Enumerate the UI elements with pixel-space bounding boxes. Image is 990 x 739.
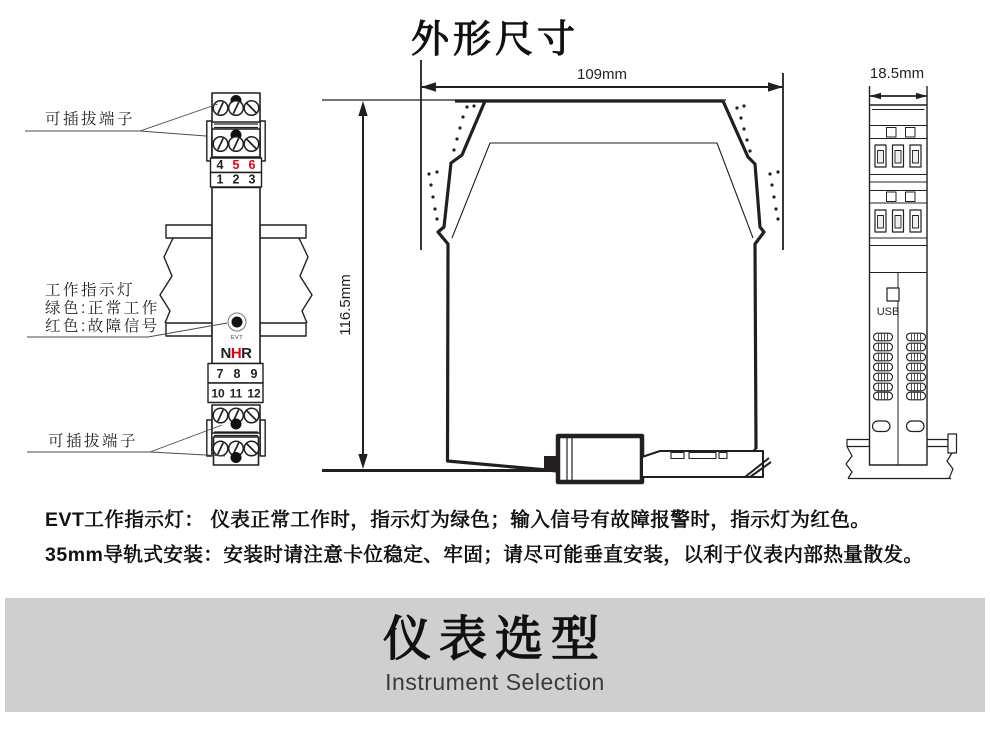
note-rail-mounting: 35mm导轨式安装：安装时请注意卡位稳定、牢固；请尽可能垂直安装，以利于仪表内部热量散发。 [45,544,924,566]
evt-label: EVT [230,335,244,341]
label-indicator-line2: 绿色:正常工作 [45,300,160,317]
terminal-numbers-top [211,158,262,187]
terminal-2: 2 [232,172,240,187]
terminal-5: 5 [232,157,240,172]
width-dimension-label: 109mm [576,66,628,83]
label-indicator-line3: 红色:故障信号 [45,318,160,335]
terminal-10: 10 [211,386,225,401]
side-view-drawing [322,60,783,482]
banner-title: 仪表选型 [382,613,607,667]
terminal-pin-dot [231,452,242,463]
label-pluggable-terminal-bottom: 可插拔端子 [48,433,139,450]
terminal-pin-dot [231,419,242,430]
bottom-terminal-assembly [207,405,265,465]
usb-label: USB [876,306,900,318]
top-terminal-assembly [207,93,265,161]
banner-subtitle: Instrument Selection [385,668,605,695]
terminal-12: 12 [247,386,261,401]
terminal-9: 9 [250,366,258,381]
callout-top-terminal [25,104,218,136]
terminal-7: 7 [216,366,224,381]
housing-profile [438,101,764,471]
terminal-6: 6 [248,157,256,172]
serration-dots [427,104,779,220]
profile-view-drawing [846,65,957,479]
terminal-4: 4 [216,157,224,172]
dimension-height-116_5 [322,100,726,471]
label-indicator-line1: 工作指示灯 [45,282,136,299]
front-view-drawing [25,93,312,465]
callout-bottom-terminal [27,425,225,456]
note-evt-indicator: EVT工作指示灯： 仪表正常工作时，指示灯为绿色；输入信号有故障报警时，指示灯为红色。 [45,509,871,531]
section-banner [5,598,985,712]
profile-width-label: 18.5mm [869,65,925,82]
inner-outline [452,143,753,238]
height-dimension-label: 116.5mm [337,274,354,336]
callout-indicator [27,281,227,337]
terminal-1: 1 [216,172,224,187]
terminal-numbers-bottom [208,364,263,403]
din-clip [544,436,771,482]
label-pluggable-terminal-top: 可插拔端子 [45,111,136,128]
dimension-width-18_5 [870,65,928,105]
page-title: 外形尺寸 [410,19,579,61]
terminal-8: 8 [233,366,241,381]
dimension-width-109 [421,60,783,250]
terminal-3: 3 [248,172,256,187]
nhr-logo: NHR [220,345,252,362]
terminal-11: 11 [229,386,243,401]
